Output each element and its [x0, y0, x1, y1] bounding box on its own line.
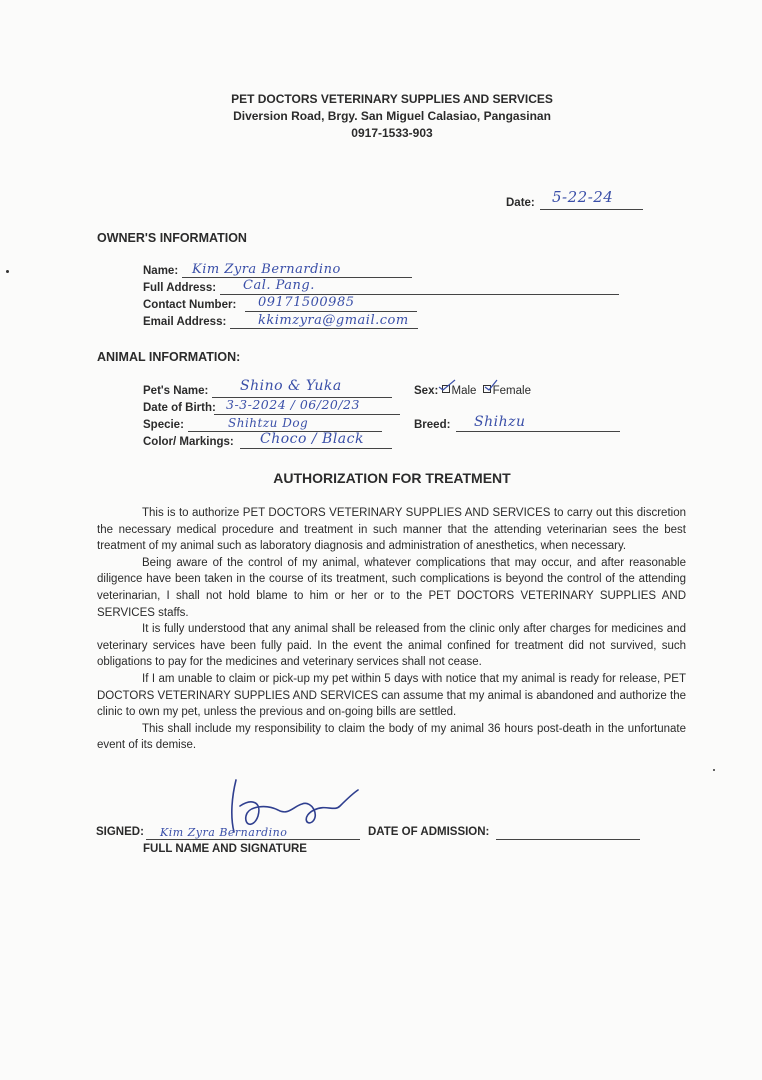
breed-line [456, 431, 620, 432]
company-phone: 0917-1533-903 [351, 126, 433, 140]
color-line [240, 448, 392, 449]
date-label: Date: [506, 197, 535, 209]
specie-label: Specie: [143, 419, 184, 431]
letterhead [0, 91, 762, 142]
authorization-body [97, 505, 686, 754]
date-line [540, 209, 643, 210]
signature-caption: FULL NAME AND SIGNATURE [143, 843, 307, 855]
pet-name-label: Pet's Name: [143, 385, 209, 397]
scan-speck [713, 769, 715, 771]
authorization-paragraph: This shall include my responsibility to claim the body of my animal 36 hours post-death in the unfortunate event of its demise. [97, 722, 686, 752]
female-check-mark-icon [484, 378, 500, 392]
color-label: Color/ Markings: [143, 436, 234, 448]
owner-name-value: Kim Zyra Bernardino [192, 262, 341, 277]
color-value: Choco / Black [260, 431, 364, 447]
sex-field [414, 385, 531, 397]
owner-address-value: Cal. Pang. [243, 278, 315, 293]
dob-value: 3-3-2024 / 06/20/23 [226, 397, 360, 412]
authorization-paragraph: If I am unable to claim or pick-up my pet within 5 days with notice that my animal is ready for release, PET DOCTORS VETERINARY SUPPLIES AND SERVICES can assume that my animal is abandoned and authorize the clinic to own my pet, unless the previous and on-going bills are settled. [97, 672, 686, 719]
admission-label: DATE OF ADMISSION: [368, 826, 490, 838]
owner-address-label: Full Address: [143, 282, 217, 294]
sex-label: Sex: [414, 385, 439, 397]
owner-name-label: Name: [143, 265, 179, 277]
scan-speck [6, 270, 9, 273]
company-address: Diversion Road, Brgy. San Miguel Calasiao, Pangasinan [233, 109, 551, 123]
owner-contact-value: 09171500985 [258, 295, 355, 310]
owner-section-title: OWNER'S INFORMATION [97, 231, 247, 245]
dob-line [214, 414, 400, 415]
male-label: Male [451, 385, 477, 397]
signed-label: SIGNED: [96, 826, 144, 838]
admission-line [496, 839, 640, 840]
authorization-title: AUTHORIZATION FOR TREATMENT [273, 470, 511, 486]
authorization-paragraph: This is to authorize PET DOCTORS VETERINARY SUPPLIES AND SERVICES to carry out this discretion the necessary medical procedure and treatment in such manner that the attending veterinarian sees the best treatment of my animal such as laboratory diagnosis and administration of anesthetics, when necessary. [97, 507, 686, 553]
dob-label: Date of Birth: [143, 402, 216, 414]
signed-name: Kim Zyra Bernardino [160, 826, 288, 839]
owner-contact-line [245, 311, 417, 312]
owner-email-label: Email Address: [143, 316, 227, 328]
male-check-mark-icon [438, 378, 458, 392]
pet-name-value: Shino & Yuka [240, 378, 342, 394]
owner-contact-label: Contact Number: [143, 299, 237, 311]
signed-line [146, 839, 360, 840]
specie-value: Shihtzu Dog [228, 416, 309, 430]
owner-email-line [230, 328, 418, 329]
animal-section-title: ANIMAL INFORMATION: [97, 350, 241, 364]
date-value: 5-22-24 [552, 188, 614, 206]
breed-label: Breed: [414, 419, 451, 431]
authorization-paragraph: It is fully understood that any animal shall be released from the clinic only after charges for medicines and veterinary services have been fully paid. In the event the animal confined for treatment did not survived, such obligations to pay for the medicines and veterinary services shall not cease. [97, 623, 686, 669]
owner-email-value: kkimzyra@gmail.com [258, 313, 409, 328]
female-label: Female [492, 385, 531, 397]
company-name: PET DOCTORS VETERINARY SUPPLIES AND SERVICES [231, 92, 553, 106]
authorization-paragraph: Being aware of the control of my animal, whatever complications that may occur, and after reasonable diligence have been taken in the course of its treatment, such complications is beyond the control of the attending veterinarian, I shall not hold blame to him or her or to the PET DOCTORS VETERINARY SUPPLIES AND SERVICES staffs. [97, 556, 686, 619]
breed-value: Shihzu [474, 414, 526, 430]
